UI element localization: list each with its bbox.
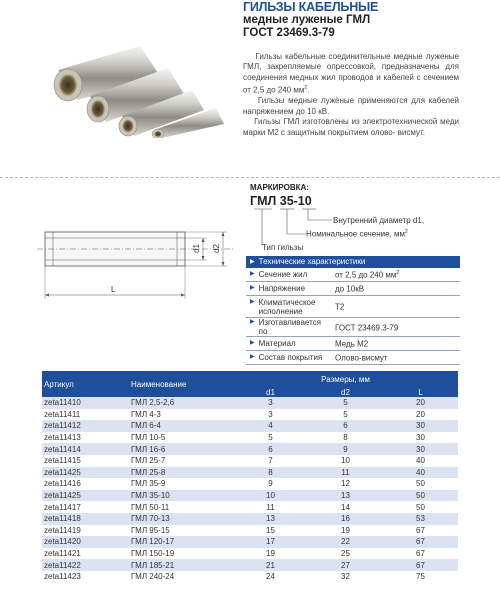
cell-name: ГМЛ 120-17 xyxy=(129,536,233,548)
page-subtitle: медные луженые ГМЛ xyxy=(243,14,371,26)
marking-section xyxy=(306,229,408,239)
cell-d2: 13 xyxy=(308,490,383,502)
cell-d2: 22 xyxy=(308,536,383,548)
table-row xyxy=(42,490,458,502)
cell-d1: 3 xyxy=(233,397,308,409)
cell-d1: 8 xyxy=(233,467,308,479)
specs-key-text: Материал xyxy=(258,339,296,348)
table-header-row xyxy=(42,371,458,388)
specs-value-text: Т2 xyxy=(335,302,345,312)
col-d2: d2 xyxy=(308,388,383,397)
technical-drawing xyxy=(35,205,245,310)
cell-article: zeta11417 xyxy=(42,501,129,513)
cell-d2: 14 xyxy=(308,501,383,513)
specs-value xyxy=(330,269,460,280)
cell-article: zeta11420 xyxy=(42,536,129,548)
col-l: L xyxy=(383,388,458,397)
specs-value-text: ГОСТ 23469.3-79 xyxy=(335,323,399,333)
specs-key xyxy=(246,339,330,348)
cell-d1: 5 xyxy=(233,432,308,444)
cell-d2: 12 xyxy=(308,478,383,490)
cell-d1: 7 xyxy=(233,455,308,467)
cell-article: zeta11421 xyxy=(42,548,129,560)
d1-dimension-label: d1 xyxy=(192,244,201,253)
cell-l: 67 xyxy=(383,548,458,560)
cell-article: zeta11423 xyxy=(42,571,129,583)
cell-name: ГМЛ 50-11 xyxy=(129,501,233,513)
table-body xyxy=(42,397,458,583)
specs-value-text: Медь М2 xyxy=(335,339,369,349)
cell-article: zeta11419 xyxy=(42,525,129,537)
chevron-right-icon: ▶ xyxy=(250,354,255,360)
cell-article: zeta11410 xyxy=(42,397,129,409)
specs-value xyxy=(330,322,460,333)
specs-value-text: от 2,5 до 240 мм xyxy=(335,270,397,280)
cell-l: 30 xyxy=(383,432,458,444)
marking-leader-lines xyxy=(250,206,340,248)
col-name: Наименование xyxy=(129,371,233,397)
cell-d2: 27 xyxy=(308,559,383,571)
table-row xyxy=(42,559,458,571)
chevron-right-icon: ▶ xyxy=(250,298,255,305)
chevron-right-icon: ▶ xyxy=(250,340,255,346)
specs-table xyxy=(246,256,460,365)
section-divider xyxy=(0,177,500,178)
specs-heading-text: Технические характеристики xyxy=(258,257,366,266)
specs-key-text: Состав покрытия xyxy=(258,353,323,362)
specs-key-text: Изготавливается по xyxy=(258,318,321,336)
cell-l: 67 xyxy=(383,536,458,548)
cell-d2: 9 xyxy=(308,443,383,455)
specs-value-sup: 2 xyxy=(396,270,400,277)
cell-l: 75 xyxy=(383,571,458,583)
d2-dimension-label: d2 xyxy=(212,244,221,253)
intro-p2-text: Гильзы медные лужёные применяются для кабелей напряжением до 10 кВ. xyxy=(243,96,460,116)
cell-l: 20 xyxy=(383,409,458,421)
cell-d1: 17 xyxy=(233,536,308,548)
cell-l: 67 xyxy=(383,559,458,571)
table-row xyxy=(42,397,458,409)
cell-l: 20 xyxy=(383,397,458,409)
specs-key-text: Сечение жил xyxy=(258,270,308,279)
table-row xyxy=(42,478,458,490)
cell-d2: 5 xyxy=(308,409,383,421)
table-row xyxy=(42,571,458,583)
cell-d2: 6 xyxy=(308,420,383,432)
cell-d1: 3 xyxy=(233,409,308,421)
table-row xyxy=(42,501,458,513)
specs-value xyxy=(330,338,460,349)
cell-name: ГМЛ 35-10 xyxy=(129,490,233,502)
cell-name: ГМЛ 95-15 xyxy=(129,525,233,537)
cell-d1: 11 xyxy=(233,501,308,513)
cell-article: zeta11422 xyxy=(42,559,129,571)
cell-l: 67 xyxy=(383,525,458,537)
specs-key xyxy=(246,284,330,293)
table-row xyxy=(42,525,458,537)
specs-key xyxy=(246,353,330,362)
chevron-right-icon: ▶ xyxy=(250,258,255,265)
col-d1: d1 xyxy=(233,388,308,397)
cell-d2: 11 xyxy=(308,467,383,479)
cell-d1: 13 xyxy=(233,513,308,525)
products-table xyxy=(42,371,458,583)
cell-d1: 6 xyxy=(233,443,308,455)
marking-section-sup: 2 xyxy=(405,229,408,235)
cell-name: ГМЛ 35-9 xyxy=(129,478,233,490)
intro-paragraph-1 xyxy=(243,52,459,96)
specs-key xyxy=(246,298,330,316)
marking-type: Тип гильзы xyxy=(262,243,304,252)
chevron-right-icon: ▶ xyxy=(250,285,255,291)
specs-row xyxy=(246,337,460,351)
table-row xyxy=(42,443,458,455)
intro-text xyxy=(243,52,459,138)
cell-name: ГМЛ 185-21 xyxy=(129,559,233,571)
cell-d1: 24 xyxy=(233,571,308,583)
specs-row xyxy=(246,296,460,318)
cell-d2: 25 xyxy=(308,548,383,560)
table-row xyxy=(42,409,458,421)
intro-p1-text: Гильзы кабельные соединительные медные луженые ГМЛ, закрепляемые опрессовкой, предназначены для соединения медных жил проводов и кабелей с сечением от 2,5 до 240 мм xyxy=(243,52,460,95)
intro-p1-sup: 2 xyxy=(304,85,308,92)
cell-article: zeta11425 xyxy=(42,467,129,479)
cell-article: zeta11425 xyxy=(42,490,129,502)
cell-name: ГМЛ 70-13 xyxy=(129,513,233,525)
chevron-right-icon: ▶ xyxy=(250,271,255,277)
cell-article: zeta11418 xyxy=(42,513,129,525)
specs-rows xyxy=(246,268,460,365)
cell-article: zeta11412 xyxy=(42,420,129,432)
cell-d2: 10 xyxy=(308,455,383,467)
table-row xyxy=(42,420,458,432)
cell-l: 50 xyxy=(383,501,458,513)
table-row xyxy=(42,455,458,467)
marking-section-text: Номинальное сечение, мм xyxy=(306,229,406,239)
cell-l: 50 xyxy=(383,490,458,502)
cell-article: zeta11413 xyxy=(42,432,129,444)
specs-row xyxy=(246,282,460,296)
specs-key xyxy=(246,270,330,279)
cell-l: 40 xyxy=(383,455,458,467)
cell-name: ГМЛ 240-24 xyxy=(129,571,233,583)
chevron-right-icon: ▶ xyxy=(250,319,255,325)
marking-code: ГМЛ 35-10 xyxy=(250,194,312,208)
cell-d1: 10 xyxy=(233,490,308,502)
cell-article: zeta11415 xyxy=(42,455,129,467)
cell-l: 50 xyxy=(383,478,458,490)
cell-l: 40 xyxy=(383,467,458,479)
cell-d2: 32 xyxy=(308,571,383,583)
specs-value xyxy=(330,283,460,294)
cell-article: zeta11411 xyxy=(42,409,129,421)
col-sizes: Размеры, мм xyxy=(233,371,458,388)
specs-value xyxy=(330,352,460,363)
standard-code: ГОСТ 23469.3-79 xyxy=(243,27,335,39)
cell-name: ГМЛ 16-6 xyxy=(129,443,233,455)
cell-d1: 9 xyxy=(233,478,308,490)
cell-name: ГМЛ 2,5-2,6 xyxy=(129,397,233,409)
table-row xyxy=(42,548,458,560)
cell-d2: 16 xyxy=(308,513,383,525)
intro-p1-end: . xyxy=(307,85,310,95)
specs-value-text: до 10кВ xyxy=(335,284,365,294)
col-article: Артикул xyxy=(42,371,129,397)
cell-l: 30 xyxy=(383,443,458,455)
intro-paragraph-3 xyxy=(243,117,459,138)
cell-name: ГМЛ 25-7 xyxy=(129,455,233,467)
specs-row xyxy=(246,351,460,365)
title-block xyxy=(243,0,493,40)
length-dimension-label: L xyxy=(111,285,116,294)
intro-p3-text: Гильзы ГМЛ изготовлены из электротехнической меди марки М2 с защитным покрытием олово- висмут. xyxy=(243,117,460,137)
cell-name: ГМЛ 150-19 xyxy=(129,548,233,560)
table-row xyxy=(42,536,458,548)
page-title: ГИЛЬЗЫ КАБЕЛЬНЫЕ xyxy=(243,0,379,14)
cell-d1: 4 xyxy=(233,420,308,432)
specs-row xyxy=(246,318,460,337)
cell-name: ГМЛ 6-4 xyxy=(129,420,233,432)
cell-l: 53 xyxy=(383,513,458,525)
product-photo xyxy=(50,38,230,138)
table-row xyxy=(42,432,458,444)
marking-inner-diameter: Внутренний диаметр d1, xyxy=(333,216,425,225)
specs-key-text: Климатическое исполнение xyxy=(258,297,316,316)
cell-d2: 8 xyxy=(308,432,383,444)
cell-name: ГМЛ 10-5 xyxy=(129,432,233,444)
cell-d1: 21 xyxy=(233,559,308,571)
cell-article: zeta11416 xyxy=(42,478,129,490)
marking-label: МАРКИРОВКА: xyxy=(250,183,309,192)
cell-article: zeta11414 xyxy=(42,443,129,455)
cell-name: ГМЛ 4-3 xyxy=(129,409,233,421)
specs-key xyxy=(246,318,330,336)
cell-d1: 15 xyxy=(233,525,308,537)
cell-name: ГМЛ 25-8 xyxy=(129,467,233,479)
specs-row xyxy=(246,268,460,282)
cell-d2: 19 xyxy=(308,525,383,537)
cell-d1: 19 xyxy=(233,548,308,560)
cell-d2: 5 xyxy=(308,397,383,409)
specs-key-text: Напряжение xyxy=(258,284,306,293)
specs-value-text: Олово-висмут xyxy=(335,353,388,363)
table-row xyxy=(42,513,458,525)
cell-l: 30 xyxy=(383,420,458,432)
specs-heading xyxy=(246,256,460,268)
table-row xyxy=(42,467,458,479)
intro-paragraph-2 xyxy=(243,96,459,117)
specs-value xyxy=(330,301,460,312)
